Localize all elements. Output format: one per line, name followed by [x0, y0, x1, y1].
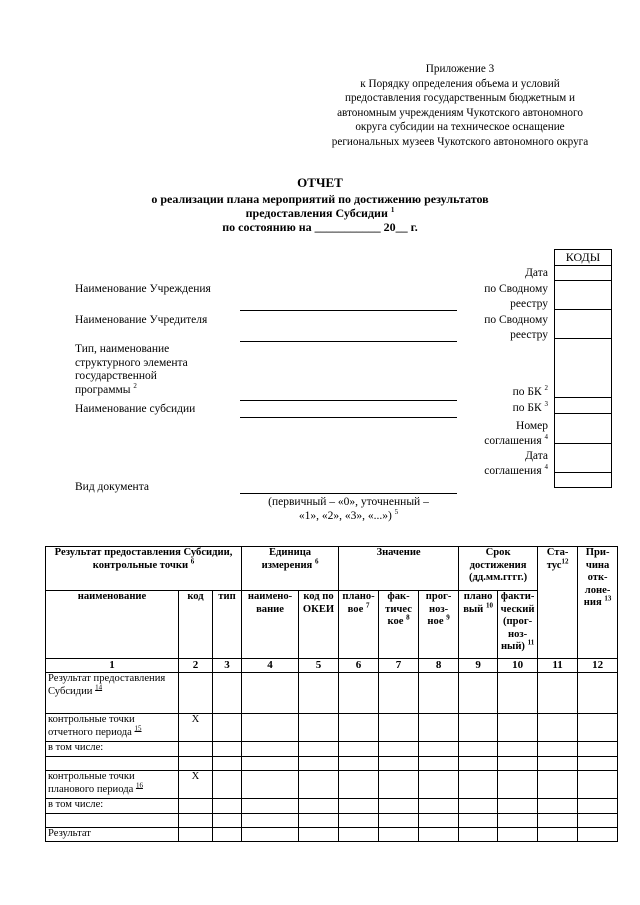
row-name-cell[interactable]: в том числе:	[46, 742, 179, 757]
row-value-cell[interactable]	[459, 828, 498, 842]
row-value-cell[interactable]	[213, 814, 242, 828]
row-value-cell[interactable]	[459, 814, 498, 828]
title-line2: предоставления Субсидии $^1$	[245, 206, 395, 220]
col-number: 5	[299, 659, 339, 673]
row-value-cell[interactable]	[578, 771, 618, 799]
row-name-cell[interactable]: Результат	[46, 828, 179, 842]
row-value-cell[interactable]	[242, 714, 299, 742]
header-unit: Единица измерения $^6$	[242, 547, 339, 591]
row-value-cell[interactable]	[242, 742, 299, 757]
appendix-header	[300, 62, 620, 150]
row-value-cell[interactable]	[578, 757, 618, 771]
row-value-cell[interactable]	[213, 771, 242, 799]
row-value-cell[interactable]	[419, 673, 459, 714]
subheader-forecast: прог-ноз-ное $^9$	[419, 591, 459, 659]
structure-field-line[interactable]	[240, 400, 457, 401]
header-term: Срок достижения (дд.мм.гггг.)	[459, 547, 538, 591]
row-value-cell[interactable]	[419, 828, 459, 842]
results-table	[45, 546, 618, 842]
row-value-cell[interactable]	[299, 742, 339, 757]
code-agreement-number-label: Номер соглашения $^4$	[484, 420, 548, 447]
row-value-cell[interactable]	[419, 799, 459, 814]
row-value-cell[interactable]	[498, 828, 538, 842]
row-value-cell[interactable]	[538, 828, 578, 842]
subheader-type: тип	[213, 591, 242, 659]
header-value: Значение	[339, 547, 459, 591]
table-row	[46, 673, 618, 714]
row-value-cell[interactable]	[339, 771, 379, 799]
subheader-actual: фак-тичес кое $^8$	[379, 591, 419, 659]
row-value-cell[interactable]	[538, 673, 578, 714]
row-value-cell[interactable]	[299, 828, 339, 842]
row-value-cell[interactable]	[242, 799, 299, 814]
appendix-line: предоставления государственным бюджетным и	[344, 92, 576, 105]
col-number: 3	[213, 659, 242, 673]
row-value-cell[interactable]	[339, 742, 379, 757]
row-value-cell[interactable]	[578, 742, 618, 757]
row-value-cell[interactable]	[578, 814, 618, 828]
row-value-cell[interactable]	[299, 814, 339, 828]
row-value-cell[interactable]	[242, 814, 299, 828]
doc-type-field-line[interactable]	[240, 493, 457, 494]
row-value-cell[interactable]	[538, 814, 578, 828]
subheader-planned: плано-вое $^7$	[339, 591, 379, 659]
row-value-cell[interactable]	[242, 757, 299, 771]
row-value-cell[interactable]	[299, 771, 339, 799]
row-code-cell[interactable]	[179, 814, 213, 828]
row-value-cell[interactable]	[242, 771, 299, 799]
doc-type-hint: (первичный – «0», уточненный – «1», «2», «3», «...») $^5$	[268, 496, 429, 522]
row-value-cell[interactable]	[498, 742, 538, 757]
row-name-cell[interactable]: в том числе:	[46, 799, 179, 814]
subheader-term-actual: факти-ческий (прог-ноз-ный) $^{11}$	[498, 591, 538, 659]
appendix-line: автономным учреждениям Чукотского автономного	[337, 106, 583, 119]
row-value-cell[interactable]	[459, 673, 498, 714]
row-value-cell[interactable]	[339, 814, 379, 828]
subheader-okei: код по ОКЕИ	[299, 591, 339, 659]
code-agreement-date-label: Дата соглашения $^4$	[484, 450, 548, 477]
header-status: Ста-тус$^{12}$	[538, 547, 578, 659]
row-value-cell[interactable]	[339, 799, 379, 814]
code-summary-a-cell[interactable]	[555, 281, 612, 310]
col-number: 6	[339, 659, 379, 673]
row-value-cell[interactable]	[498, 673, 538, 714]
row-value-cell[interactable]	[339, 828, 379, 842]
title-heading: ОТЧЕТ	[297, 175, 343, 190]
appendix-line: округа субсидии на техническое оснащение	[355, 121, 565, 134]
title-line3: по состоянию на ___________ 20__ г.	[222, 220, 418, 234]
row-code-cell[interactable]	[179, 742, 213, 757]
col-number: 7	[379, 659, 419, 673]
row-value-cell[interactable]	[419, 757, 459, 771]
appendix-line: региональных музеев Чукотского автономного округа	[331, 135, 589, 148]
row-value-cell[interactable]	[459, 771, 498, 799]
subheader-unit-name: наимено-вание	[242, 591, 299, 659]
header-result: Результат предоставления Субсидии, контрольные точки $^6$	[46, 547, 242, 591]
row-value-cell[interactable]	[578, 714, 618, 742]
row-value-cell[interactable]	[498, 714, 538, 742]
row-value-cell[interactable]	[498, 814, 538, 828]
code-bk2-cell[interactable]	[555, 398, 612, 414]
table-row	[46, 757, 618, 771]
col-number: 4	[242, 659, 299, 673]
row-value-cell[interactable]	[242, 828, 299, 842]
row-value-cell[interactable]	[213, 714, 242, 742]
row-code-cell[interactable]	[179, 828, 213, 842]
code-agreement-date-cell[interactable]	[555, 444, 612, 473]
row-value-cell[interactable]	[498, 799, 538, 814]
row-value-cell[interactable]	[379, 673, 419, 714]
subheader-name: наименование	[46, 591, 179, 659]
row-value-cell[interactable]	[379, 714, 419, 742]
row-value-cell[interactable]	[459, 714, 498, 742]
institution-label: Наименование Учреждения	[75, 283, 211, 295]
codes-header: КОДЫ	[555, 250, 612, 266]
founder-label: Наименование Учредителя	[75, 314, 208, 326]
row-name-cell[interactable]: Результат предоставления Субсидии $^{14}$	[46, 673, 179, 714]
row-value-cell[interactable]	[379, 814, 419, 828]
row-value-cell[interactable]	[379, 771, 419, 799]
row-value-cell[interactable]	[578, 673, 618, 714]
row-value-cell[interactable]	[379, 757, 419, 771]
row-code-cell[interactable]	[179, 673, 213, 714]
col-number: 10	[498, 659, 538, 673]
subsidy-label: Наименование субсидии	[75, 403, 196, 415]
table-row	[46, 742, 618, 757]
row-value-cell[interactable]	[459, 757, 498, 771]
row-value-cell[interactable]	[578, 799, 618, 814]
col-number: 2	[179, 659, 213, 673]
table-row	[46, 814, 618, 828]
code-summary-a-label: по Сводному реестру	[484, 283, 548, 310]
row-value-cell[interactable]	[299, 757, 339, 771]
code-doc-type-cell[interactable]	[555, 473, 612, 488]
row-value-cell[interactable]	[339, 673, 379, 714]
title-line1: о реализации плана мероприятий по достижению результатов	[151, 192, 489, 206]
row-code-cell[interactable]	[179, 799, 213, 814]
row-name-cell[interactable]: контрольные точки планового периода $^{16}$	[46, 771, 179, 799]
row-code-cell[interactable]: X	[179, 771, 213, 799]
row-name-cell[interactable]	[46, 757, 179, 771]
table-row	[46, 828, 618, 842]
table-row	[46, 799, 618, 814]
row-value-cell[interactable]	[419, 714, 459, 742]
subheader-term-planned: плано вый $^{10}$	[459, 591, 498, 659]
code-date-cell[interactable]	[555, 266, 612, 281]
row-value-cell[interactable]	[379, 828, 419, 842]
row-value-cell[interactable]	[419, 814, 459, 828]
row-value-cell[interactable]	[213, 799, 242, 814]
row-value-cell[interactable]	[213, 757, 242, 771]
row-value-cell[interactable]	[419, 742, 459, 757]
institution-field-line[interactable]	[240, 310, 457, 311]
row-value-cell[interactable]	[379, 799, 419, 814]
row-value-cell[interactable]	[498, 757, 538, 771]
row-value-cell[interactable]	[242, 673, 299, 714]
report-title	[0, 176, 640, 234]
row-value-cell[interactable]	[538, 742, 578, 757]
header-reason: При-чина отк-лоне-ния $^{13}$	[578, 547, 618, 659]
row-value-cell[interactable]	[498, 771, 538, 799]
code-agreement-number-cell[interactable]	[555, 414, 612, 444]
table-row	[46, 714, 618, 742]
row-value-cell[interactable]	[299, 799, 339, 814]
row-value-cell[interactable]	[379, 742, 419, 757]
row-value-cell[interactable]	[213, 828, 242, 842]
row-value-cell[interactable]	[213, 673, 242, 714]
table-row	[46, 771, 618, 799]
col-number: 11	[538, 659, 578, 673]
row-value-cell[interactable]	[538, 714, 578, 742]
code-bk2-label: по БК $^3$	[512, 400, 548, 414]
row-value-cell[interactable]	[299, 673, 339, 714]
founder-field-line[interactable]	[240, 341, 457, 342]
row-name-cell[interactable]: контрольные точки отчетного периода $^{15}$	[46, 714, 179, 742]
row-code-cell[interactable]: X	[179, 714, 213, 742]
row-value-cell[interactable]	[578, 828, 618, 842]
row-code-cell[interactable]	[179, 757, 213, 771]
col-number: 12	[578, 659, 618, 673]
col-number: 9	[459, 659, 498, 673]
row-value-cell[interactable]	[459, 742, 498, 757]
row-value-cell[interactable]	[459, 799, 498, 814]
row-value-cell[interactable]	[538, 799, 578, 814]
row-value-cell[interactable]	[538, 757, 578, 771]
subheader-code: код	[179, 591, 213, 659]
row-value-cell[interactable]	[538, 771, 578, 799]
doc-type-label: Вид документа	[75, 481, 149, 493]
code-date-label: Дата	[525, 267, 548, 279]
col-number: 1	[46, 659, 179, 673]
code-summary-b-cell[interactable]	[555, 310, 612, 339]
code-bk1-label: по БК $^2$	[512, 384, 548, 398]
col-number: 8	[419, 659, 459, 673]
row-value-cell[interactable]	[419, 771, 459, 799]
code-summary-b-label: по Сводному реестру	[484, 314, 548, 341]
subsidy-field-line[interactable]	[240, 417, 457, 418]
codes-table	[554, 249, 612, 488]
row-value-cell[interactable]	[299, 714, 339, 742]
row-value-cell[interactable]	[213, 742, 242, 757]
appendix-line: к Порядку определения объема и условий	[360, 77, 560, 90]
appendix-line: Приложение 3	[425, 63, 495, 75]
row-name-cell[interactable]	[46, 814, 179, 828]
row-value-cell[interactable]	[339, 714, 379, 742]
code-bk1-cell[interactable]	[555, 339, 612, 398]
structure-label: Тип, наименование структурного элемента государственной программы $^2$	[75, 343, 188, 396]
row-value-cell[interactable]	[339, 757, 379, 771]
